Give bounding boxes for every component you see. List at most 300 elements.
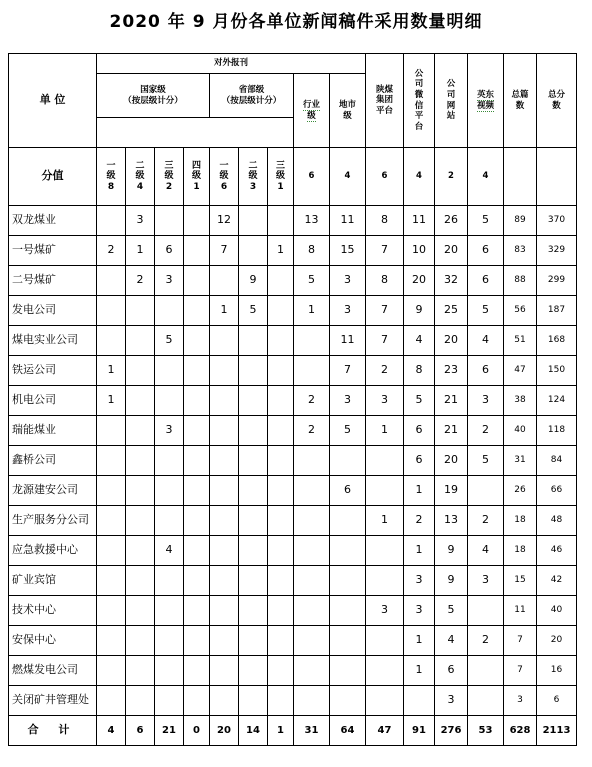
value-cell: [268, 296, 294, 326]
unit-name-cell: 双龙煤业: [9, 206, 97, 236]
value-cell: [210, 446, 239, 476]
table-row: [9, 206, 577, 236]
value-cell: [97, 626, 126, 656]
value-cell: 6: [468, 266, 504, 296]
value-cell: [126, 416, 155, 446]
header-external-press: 对外报刊: [97, 54, 366, 74]
value-cell: [294, 476, 330, 506]
value-cell: 3: [155, 416, 184, 446]
value-cell: [268, 596, 294, 626]
total-value-cell: 21: [155, 716, 184, 746]
value-cell: [126, 506, 155, 536]
value-cell: 3: [504, 686, 537, 716]
score-total-score: [537, 148, 577, 206]
value-cell: 18: [504, 536, 537, 566]
value-cell: [294, 686, 330, 716]
score-national-1: 一 级 8: [97, 148, 126, 206]
score-label: 分值: [9, 148, 97, 206]
value-cell: [126, 326, 155, 356]
value-cell: [268, 206, 294, 236]
table-row: [9, 476, 577, 506]
value-cell: [239, 446, 268, 476]
value-cell: 5: [468, 206, 504, 236]
value-cell: [239, 506, 268, 536]
value-cell: [126, 536, 155, 566]
value-cell: 3: [330, 386, 366, 416]
value-cell: 12: [210, 206, 239, 236]
value-cell: 9: [435, 566, 468, 596]
value-cell: [268, 266, 294, 296]
score-national-2: 二 级 4: [126, 148, 155, 206]
value-cell: 46: [537, 536, 577, 566]
value-cell: [294, 356, 330, 386]
table-row: [9, 296, 577, 326]
value-cell: [184, 236, 210, 266]
value-cell: 11: [330, 206, 366, 236]
value-cell: [239, 416, 268, 446]
value-cell: 11: [504, 596, 537, 626]
value-cell: 2: [97, 236, 126, 266]
value-cell: [97, 566, 126, 596]
header-total-count: 总篇 数: [504, 54, 537, 148]
value-cell: [184, 266, 210, 296]
value-cell: [126, 296, 155, 326]
value-cell: [294, 596, 330, 626]
value-cell: [294, 506, 330, 536]
value-cell: [268, 386, 294, 416]
value-cell: [210, 476, 239, 506]
total-label: 合 计: [9, 716, 97, 746]
unit-name-cell: 铁运公司: [9, 356, 97, 386]
value-cell: [184, 626, 210, 656]
value-cell: 56: [504, 296, 537, 326]
value-cell: 3: [435, 686, 468, 716]
value-cell: 21: [435, 416, 468, 446]
header-national-level: 国家级 （按层级计分）: [97, 74, 210, 118]
table-row: [9, 416, 577, 446]
value-cell: [155, 686, 184, 716]
table-row: [9, 266, 577, 296]
total-value-cell: 64: [330, 716, 366, 746]
header-unit: 单 位: [9, 54, 97, 148]
value-cell: 83: [504, 236, 537, 266]
value-cell: [155, 596, 184, 626]
score-total-count: [504, 148, 537, 206]
value-cell: [294, 566, 330, 596]
value-cell: 124: [537, 386, 577, 416]
table-row: [9, 566, 577, 596]
value-cell: 20: [404, 266, 435, 296]
value-cell: 6: [330, 476, 366, 506]
value-cell: 5: [330, 416, 366, 446]
value-cell: 6: [404, 446, 435, 476]
value-cell: [184, 386, 210, 416]
value-cell: 3: [404, 596, 435, 626]
value-cell: 3: [468, 566, 504, 596]
value-cell: [330, 566, 366, 596]
value-cell: [97, 596, 126, 626]
value-cell: [366, 476, 404, 506]
value-cell: [468, 656, 504, 686]
value-cell: 15: [504, 566, 537, 596]
value-cell: [239, 206, 268, 236]
value-cell: 40: [537, 596, 577, 626]
score-shaanmei: 6: [366, 148, 404, 206]
value-cell: [239, 536, 268, 566]
value-cell: 88: [504, 266, 537, 296]
value-cell: 21: [435, 386, 468, 416]
value-cell: [126, 596, 155, 626]
value-cell: [468, 596, 504, 626]
value-cell: [155, 656, 184, 686]
value-cell: 1: [404, 626, 435, 656]
value-cell: 26: [435, 206, 468, 236]
value-cell: 5: [294, 266, 330, 296]
score-tv: 4: [468, 148, 504, 206]
score-national-4: 四 级 1: [184, 148, 210, 206]
value-cell: 40: [504, 416, 537, 446]
value-cell: [184, 296, 210, 326]
value-cell: 1: [366, 416, 404, 446]
value-cell: 9: [404, 296, 435, 326]
value-cell: [239, 236, 268, 266]
table-row: [9, 326, 577, 356]
value-cell: [155, 386, 184, 416]
header-total-score: 总分 数: [537, 54, 577, 148]
value-cell: [268, 506, 294, 536]
unit-name-cell: 鑫桥公司: [9, 446, 97, 476]
value-cell: [155, 356, 184, 386]
value-cell: 118: [537, 416, 577, 446]
table-row: [9, 626, 577, 656]
value-cell: 4: [435, 626, 468, 656]
value-cell: [210, 566, 239, 596]
value-cell: [126, 386, 155, 416]
value-cell: [210, 596, 239, 626]
value-cell: [155, 206, 184, 236]
header-company-tv: 英东 视频: [468, 54, 504, 148]
value-cell: 299: [537, 266, 577, 296]
value-cell: 18: [504, 506, 537, 536]
score-provincial-1: 一 级 6: [210, 148, 239, 206]
value-cell: 15: [330, 236, 366, 266]
score-wechat: 4: [404, 148, 435, 206]
value-cell: 6: [468, 356, 504, 386]
value-cell: [184, 476, 210, 506]
value-cell: [239, 566, 268, 596]
value-cell: 16: [537, 656, 577, 686]
value-cell: 20: [537, 626, 577, 656]
unit-name-cell: 生产服务分公司: [9, 506, 97, 536]
total-value-cell: 4: [97, 716, 126, 746]
value-cell: [155, 446, 184, 476]
total-value-cell: 53: [468, 716, 504, 746]
value-cell: [239, 656, 268, 686]
value-cell: 1: [404, 656, 435, 686]
value-cell: 11: [330, 326, 366, 356]
value-cell: [366, 566, 404, 596]
value-cell: 5: [155, 326, 184, 356]
value-cell: [97, 446, 126, 476]
total-value-cell: 14: [239, 716, 268, 746]
value-cell: 1: [126, 236, 155, 266]
table-row: [9, 386, 577, 416]
value-cell: [210, 626, 239, 656]
total-value-cell: 31: [294, 716, 330, 746]
unit-name-cell: 龙源建安公司: [9, 476, 97, 506]
value-cell: 3: [155, 266, 184, 296]
value-cell: [184, 416, 210, 446]
value-cell: [239, 596, 268, 626]
table-row: [9, 536, 577, 566]
value-cell: 8: [366, 206, 404, 236]
manuscript-stats-table: [8, 53, 577, 746]
value-cell: 5: [468, 446, 504, 476]
value-cell: [97, 476, 126, 506]
value-cell: [239, 626, 268, 656]
value-cell: [126, 476, 155, 506]
value-cell: 6: [435, 656, 468, 686]
value-cell: 1: [404, 536, 435, 566]
value-cell: 2: [294, 416, 330, 446]
value-cell: [268, 326, 294, 356]
value-cell: 187: [537, 296, 577, 326]
value-cell: 4: [404, 326, 435, 356]
document-title: 2020 年 9 月份各单位新闻稿件采用数量明细: [109, 12, 483, 32]
value-cell: 3: [330, 266, 366, 296]
value-cell: [366, 536, 404, 566]
value-cell: [184, 506, 210, 536]
value-cell: 1: [97, 386, 126, 416]
value-cell: 7: [504, 626, 537, 656]
header-industry-level: 行业 级: [294, 74, 330, 148]
value-cell: [155, 626, 184, 656]
unit-name-cell: 燃煤发电公司: [9, 656, 97, 686]
value-cell: [268, 446, 294, 476]
value-cell: [268, 656, 294, 686]
value-cell: [366, 626, 404, 656]
value-cell: [97, 656, 126, 686]
value-cell: [268, 536, 294, 566]
value-cell: [97, 686, 126, 716]
value-cell: [97, 206, 126, 236]
value-cell: 1: [404, 476, 435, 506]
header-company-wechat: 公 司 微 信 平 台: [404, 54, 435, 148]
value-cell: [268, 566, 294, 596]
score-provincial-3: 三 级 1: [268, 148, 294, 206]
value-cell: [155, 506, 184, 536]
value-cell: 3: [330, 296, 366, 326]
unit-name-cell: 关闭矿井管理处: [9, 686, 97, 716]
value-cell: [184, 596, 210, 626]
value-cell: 8: [366, 266, 404, 296]
value-cell: 7: [366, 236, 404, 266]
value-cell: 6: [155, 236, 184, 266]
value-cell: 20: [435, 446, 468, 476]
unit-name-cell: 安保中心: [9, 626, 97, 656]
value-cell: [155, 296, 184, 326]
value-cell: 3: [404, 566, 435, 596]
value-cell: [366, 446, 404, 476]
value-cell: 4: [468, 536, 504, 566]
value-cell: 150: [537, 356, 577, 386]
unit-name-cell: 机电公司: [9, 386, 97, 416]
total-value-cell: 47: [366, 716, 404, 746]
value-cell: [126, 356, 155, 386]
value-cell: 8: [294, 236, 330, 266]
total-value-cell: 628: [504, 716, 537, 746]
table-row: [9, 656, 577, 686]
value-cell: [239, 686, 268, 716]
value-cell: [126, 656, 155, 686]
unit-name-cell: 瑞能煤业: [9, 416, 97, 446]
value-cell: [210, 416, 239, 446]
table-row: [9, 686, 577, 716]
value-cell: 25: [435, 296, 468, 326]
value-cell: [126, 446, 155, 476]
value-cell: [97, 506, 126, 536]
value-cell: 20: [435, 326, 468, 356]
value-cell: [294, 446, 330, 476]
value-cell: 6: [468, 236, 504, 266]
value-cell: 168: [537, 326, 577, 356]
table-row: [9, 596, 577, 626]
value-cell: 3: [468, 386, 504, 416]
value-cell: 3: [366, 386, 404, 416]
value-cell: 8: [404, 356, 435, 386]
value-cell: 7: [366, 296, 404, 326]
value-cell: 9: [239, 266, 268, 296]
value-cell: 31: [504, 446, 537, 476]
value-cell: [97, 296, 126, 326]
value-cell: [330, 446, 366, 476]
unit-name-cell: 技术中心: [9, 596, 97, 626]
value-cell: [294, 326, 330, 356]
total-value-cell: 20: [210, 716, 239, 746]
value-cell: [97, 416, 126, 446]
value-cell: [366, 656, 404, 686]
header-city-level: 地市 级: [330, 74, 366, 148]
value-cell: [468, 686, 504, 716]
value-cell: 5: [468, 296, 504, 326]
total-value-cell: 1: [268, 716, 294, 746]
score-industry: 6: [294, 148, 330, 206]
total-value-cell: 6: [126, 716, 155, 746]
value-cell: 2: [468, 506, 504, 536]
value-cell: [330, 536, 366, 566]
table-row: [9, 506, 577, 536]
value-cell: [210, 656, 239, 686]
value-cell: 7: [210, 236, 239, 266]
header-provincial-level: 省部级 （按层级计分）: [210, 74, 294, 118]
value-cell: [184, 206, 210, 236]
unit-name-cell: 应急救援中心: [9, 536, 97, 566]
value-cell: [97, 326, 126, 356]
value-cell: 3: [366, 596, 404, 626]
value-cell: [210, 686, 239, 716]
value-cell: 4: [468, 326, 504, 356]
value-cell: [366, 686, 404, 716]
value-cell: [210, 536, 239, 566]
value-cell: 13: [435, 506, 468, 536]
table-row: [9, 236, 577, 266]
value-cell: [184, 536, 210, 566]
value-cell: 1: [97, 356, 126, 386]
value-cell: 329: [537, 236, 577, 266]
value-cell: 84: [537, 446, 577, 476]
value-cell: [155, 566, 184, 596]
score-national-3: 三 级 2: [155, 148, 184, 206]
value-cell: [239, 326, 268, 356]
value-cell: [184, 356, 210, 386]
value-cell: 47: [504, 356, 537, 386]
value-cell: [294, 656, 330, 686]
value-cell: 66: [537, 476, 577, 506]
value-cell: 48: [537, 506, 577, 536]
value-cell: 38: [504, 386, 537, 416]
value-cell: 7: [330, 356, 366, 386]
value-cell: 19: [435, 476, 468, 506]
value-cell: [294, 626, 330, 656]
value-cell: [184, 656, 210, 686]
value-cell: 370: [537, 206, 577, 236]
value-cell: 32: [435, 266, 468, 296]
value-cell: 2: [468, 626, 504, 656]
value-cell: [210, 326, 239, 356]
value-cell: 9: [435, 536, 468, 566]
value-cell: [210, 266, 239, 296]
value-cell: [330, 626, 366, 656]
value-cell: [268, 626, 294, 656]
value-cell: [126, 686, 155, 716]
value-cell: [126, 626, 155, 656]
table-row: [9, 446, 577, 476]
value-cell: 7: [366, 326, 404, 356]
unit-name-cell: 一号煤矿: [9, 236, 97, 266]
value-cell: 42: [537, 566, 577, 596]
value-cell: [330, 656, 366, 686]
value-cell: 1: [366, 506, 404, 536]
unit-name-cell: 发电公司: [9, 296, 97, 326]
value-cell: 2: [468, 416, 504, 446]
value-cell: 89: [504, 206, 537, 236]
value-cell: [210, 386, 239, 416]
value-cell: 1: [294, 296, 330, 326]
value-cell: 11: [404, 206, 435, 236]
table-row: [9, 356, 577, 386]
value-cell: 5: [404, 386, 435, 416]
value-cell: 1: [210, 296, 239, 326]
value-cell: 20: [435, 236, 468, 266]
value-cell: [184, 326, 210, 356]
value-cell: [239, 476, 268, 506]
unit-name-cell: 二号煤矿: [9, 266, 97, 296]
value-cell: [468, 476, 504, 506]
value-cell: [210, 506, 239, 536]
value-cell: [239, 356, 268, 386]
value-cell: 1: [268, 236, 294, 266]
value-cell: [268, 476, 294, 506]
value-cell: [404, 686, 435, 716]
total-value-cell: 276: [435, 716, 468, 746]
value-cell: 10: [404, 236, 435, 266]
header-shaanmei-platform: 陕煤 集团 平台: [366, 54, 404, 148]
value-cell: [268, 416, 294, 446]
score-provincial-2: 二 级 3: [239, 148, 268, 206]
score-city: 4: [330, 148, 366, 206]
value-cell: [294, 536, 330, 566]
value-cell: [330, 686, 366, 716]
